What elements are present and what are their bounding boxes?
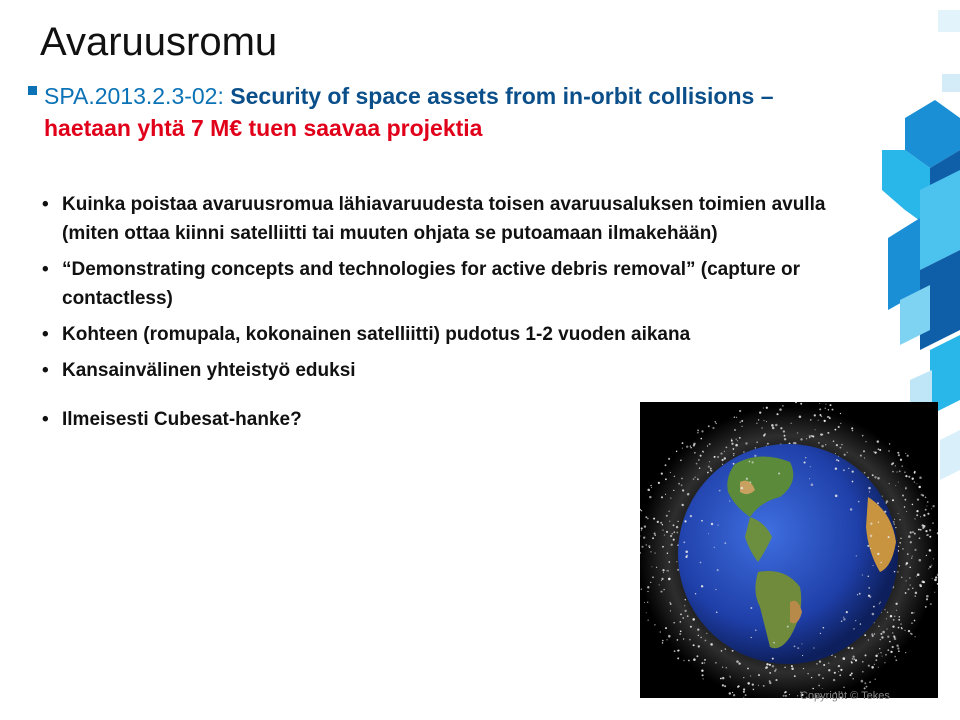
debris-dot [751,637,752,638]
debris-dot [752,461,754,463]
debris-dot [739,410,741,412]
lead-highlight: haetaan yhtä 7 M€ tuen saavaa projektia [44,115,483,141]
debris-dot [732,692,733,693]
earth-space-debris-image [640,402,938,698]
lead-topic: Security of space assets from in-orbit collisions – [230,83,774,109]
debris-dot [683,541,685,543]
debris-dot [931,508,932,509]
debris-dot [868,595,870,597]
debris-dot [685,550,688,553]
debris-dot [749,461,750,462]
debris-dot [884,511,886,513]
debris-dot [685,556,687,558]
debris-dot [868,587,870,589]
debris-dot [708,425,710,427]
debris-dot [733,463,735,465]
debris-dot [889,443,891,445]
bullet-text: Kansainvälinen yhteistyö eduksi [62,360,356,381]
debris-dot [668,458,670,460]
debris-dot [853,628,854,629]
bullet-dot-icon: • [42,324,49,345]
debris-dot [856,555,857,556]
debris-dot [869,681,871,683]
debris-dot [823,627,825,629]
debris-dot [932,505,934,507]
debris-dot [846,611,848,613]
debris-dot [880,602,881,603]
debris-dot [651,487,652,488]
earth-debris-illustration [640,402,938,698]
debris-dot [832,409,834,411]
debris-dot [646,612,647,613]
debris-dot [894,571,896,573]
debris-dot [879,603,880,604]
debris-dot [919,476,922,479]
debris-dot [802,655,803,656]
debris-dot [772,658,774,660]
debris-dot [872,613,875,616]
debris-dot [870,523,872,525]
debris-dot [697,429,699,431]
debris-dot [907,455,909,457]
debris-dot [905,652,906,653]
debris-dot [877,553,879,555]
debris-dot [800,403,802,405]
debris-dot [787,626,789,628]
debris-dot [825,408,827,410]
debris-dot [838,460,840,462]
debris-dot [880,562,882,564]
debris-dot [810,466,811,467]
debris-dot [843,618,845,620]
lead-text [44,80,788,144]
bullet-text: “Demonstrating concepts and technologies for active debris removal” (capture or contactless) [62,259,801,309]
debris-dot [858,501,860,503]
debris-dot [875,679,876,680]
debris-dot [690,515,692,517]
debris-dot [714,421,716,423]
debris-dot [701,520,703,522]
debris-dot [701,585,703,587]
debris-dot [773,642,775,644]
debris-dot [755,629,757,631]
debris-dot [870,548,871,549]
debris-dot [868,576,870,578]
debris-dot [811,483,814,486]
debris-dot [801,643,802,644]
debris-dot [715,589,716,590]
debris-dot [700,562,702,564]
debris-dot [835,495,838,498]
debris-dot [797,647,799,649]
debris-dot [870,597,871,598]
debris-dot [905,453,906,454]
debris-dot [820,633,821,634]
debris-dot [718,525,719,526]
debris-dot [915,636,916,637]
debris-dot [819,403,820,404]
debris-dot [711,523,713,525]
debris-dot [724,542,726,544]
debris-dot [840,413,841,414]
debris-dot [866,686,868,688]
debris-dot [719,490,721,492]
debris-dot [852,470,854,472]
debris-dot [733,694,735,696]
debris-dot [641,510,642,511]
debris-dot [684,520,686,522]
debris-dot [750,607,752,609]
debris-dot [852,481,854,483]
debris-dot [843,469,845,471]
debris-dot [850,508,852,510]
debris-dot [867,545,869,547]
debris-dot [682,442,684,444]
debris-dot [914,472,916,474]
debris-dot [809,478,810,479]
bullet-dot-icon: • [42,409,49,430]
debris-dot [868,487,871,490]
bullet-text: Kohteen (romupala, kokonainen satelliitti) pudotus 1-2 vuoden aikana [62,324,691,345]
debris-dot [648,620,649,621]
debris-dot [754,455,756,457]
debris-dot [864,682,866,684]
copyright-text: Copyright © Tekes [800,690,890,702]
debris-dot [873,606,875,608]
debris-dot [855,620,856,621]
list-item [40,356,870,385]
debris-dot [697,432,698,433]
debris-dot [716,611,718,613]
debris-dot [930,603,932,605]
debris-dot [859,593,861,595]
bullet-dot-icon: • [42,259,49,280]
debris-dot [825,404,826,405]
debris-dot [650,485,651,486]
debris-dot [804,461,806,463]
debris-dot [677,657,679,659]
debris-dot [841,620,843,622]
debris-dot [870,535,872,537]
bullet-text: Ilmeisesti Cubesat-hanke? [62,409,302,430]
debris-dot [872,565,873,566]
bullet-dot-icon: • [42,360,49,381]
debris-dot [741,487,743,489]
debris-dot [749,481,751,483]
debris-dot [878,522,879,523]
bullet-dot-icon: • [42,194,49,215]
list-item [40,255,870,313]
debris-dot [848,468,849,469]
debris-dot [729,692,731,694]
debris-dot [888,536,890,538]
debris-dot [654,624,655,625]
list-item [40,320,870,349]
debris-dot [857,594,858,595]
debris-dot [695,593,696,594]
debris-dot [778,472,780,474]
debris-dot [877,502,879,504]
debris-dot [805,457,806,458]
lead-bullet [28,80,788,144]
debris-dot [641,588,643,590]
debris-dot [717,569,719,571]
debris-dot [895,659,897,661]
debris-dot [665,464,667,466]
debris-dot [870,596,871,597]
debris-dot [934,592,935,593]
debris-dot [662,642,664,644]
debris-dot [729,501,730,502]
debris-dot [708,533,709,534]
square-bullet-icon [28,86,37,95]
debris-dot [813,647,814,648]
debris-dot [644,602,645,603]
debris-dot [676,451,677,452]
debris-dot [830,404,832,406]
debris-dot [794,646,796,648]
bullet-text: Kuinka poistaa avaruusromua lähiavaruudesta toisen avaruusaluksen toimien avulla (miten ottaa kiinni satelliitti tai muuten ohjata se putoamaan ilmakehään) [62,194,826,244]
debris-dot [703,678,704,679]
debris-dot [743,697,744,698]
debris-dot [662,640,664,642]
debris-dot [869,491,870,492]
debris-dot [860,623,861,624]
lead-code: SPA.2013.2.3-02: [44,83,231,109]
debris-dot [836,459,838,461]
debris-dot [746,478,748,480]
debris-dot [862,574,863,575]
debris-dot [843,617,844,618]
list-item [40,190,870,248]
debris-dot [647,489,650,492]
debris-dot [714,547,715,548]
debris-dot [835,467,837,469]
debris-dot [828,409,830,411]
slide-title: Avaruusromu [40,20,278,64]
